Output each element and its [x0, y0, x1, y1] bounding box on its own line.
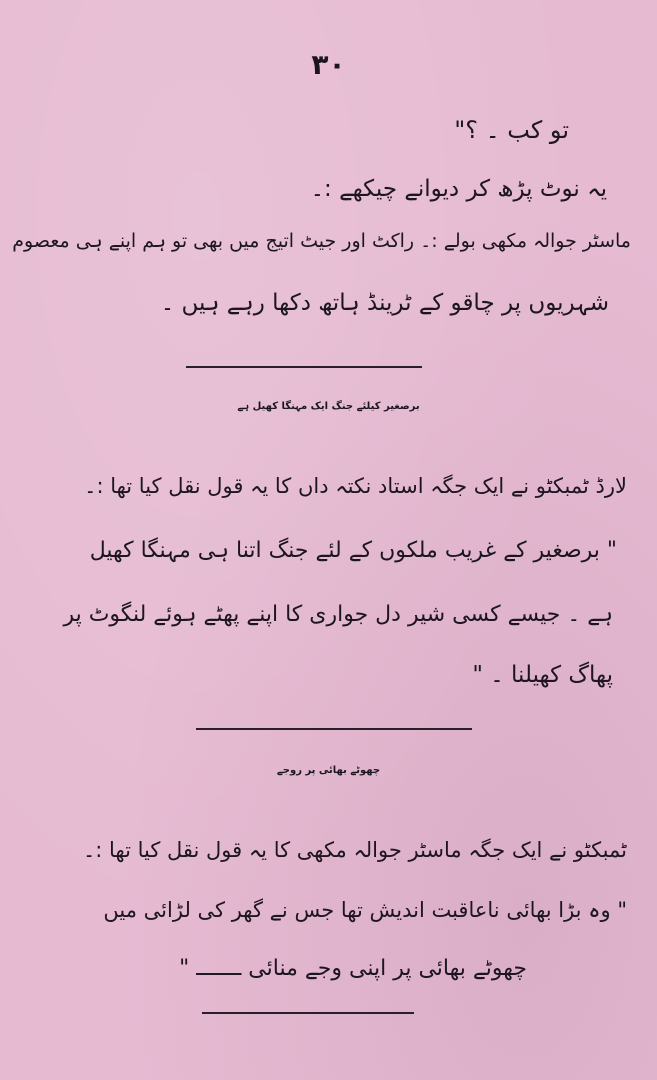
text-line: یہ نوٹ پڑھ کر دیوانے چیکھے :۔ [310, 176, 607, 202]
text-line: شہریوں پر چاقو کے ٹرینڈ ہاتھ دکھا رہے ہیں ۔ [160, 290, 609, 316]
text-line: لارڈ ٹمبکٹو نے ایک جگہ استاد نکتہ داں کا یہ قول نقل کیا تھا :۔ [84, 474, 627, 498]
text-line: " برصغیر کے غریب ملکوں کے لئے جنگ اتنا ہی مہنگا کھیل [89, 538, 617, 563]
section-divider [202, 1012, 414, 1014]
text-line: پھاگ کھیلنا ۔ " [472, 662, 613, 688]
text-line: ٹمبکٹو نے ایک جگہ ماسٹر جوالہ مکھی کا یہ قول نقل کیا تھا :۔ [82, 838, 627, 862]
text-line: " وہ بڑا بھائی ناعاقبت اندیش تھا جس نے گھر کی لڑائی میں [103, 898, 627, 922]
section-heading: چھوٹے بھائی پر روجے [276, 765, 381, 776]
text-line: تو کب ۔ ؟" [454, 116, 569, 144]
page-number: ۳۰ [311, 48, 346, 81]
section-divider [196, 728, 472, 730]
text-line: ہے ۔ جیسے کسی شیر دل جواری کا اپنے پھٹے ہوئے لنگوٹ پر [63, 602, 613, 627]
section-divider [186, 366, 422, 368]
section-heading: برصغیر کیلئے جنگ ایک مہنگا کھیل ہے [237, 401, 420, 412]
text-line: چھوٹے بھائی پر اپنی وجے منائی ـــــــ " [179, 956, 527, 981]
text-line: ماسٹر جوالہ مکھی بولے :۔ راکٹ اور جیٹ اتیج میں بھی تو ہم اپنے ہی معصوم [12, 230, 631, 252]
